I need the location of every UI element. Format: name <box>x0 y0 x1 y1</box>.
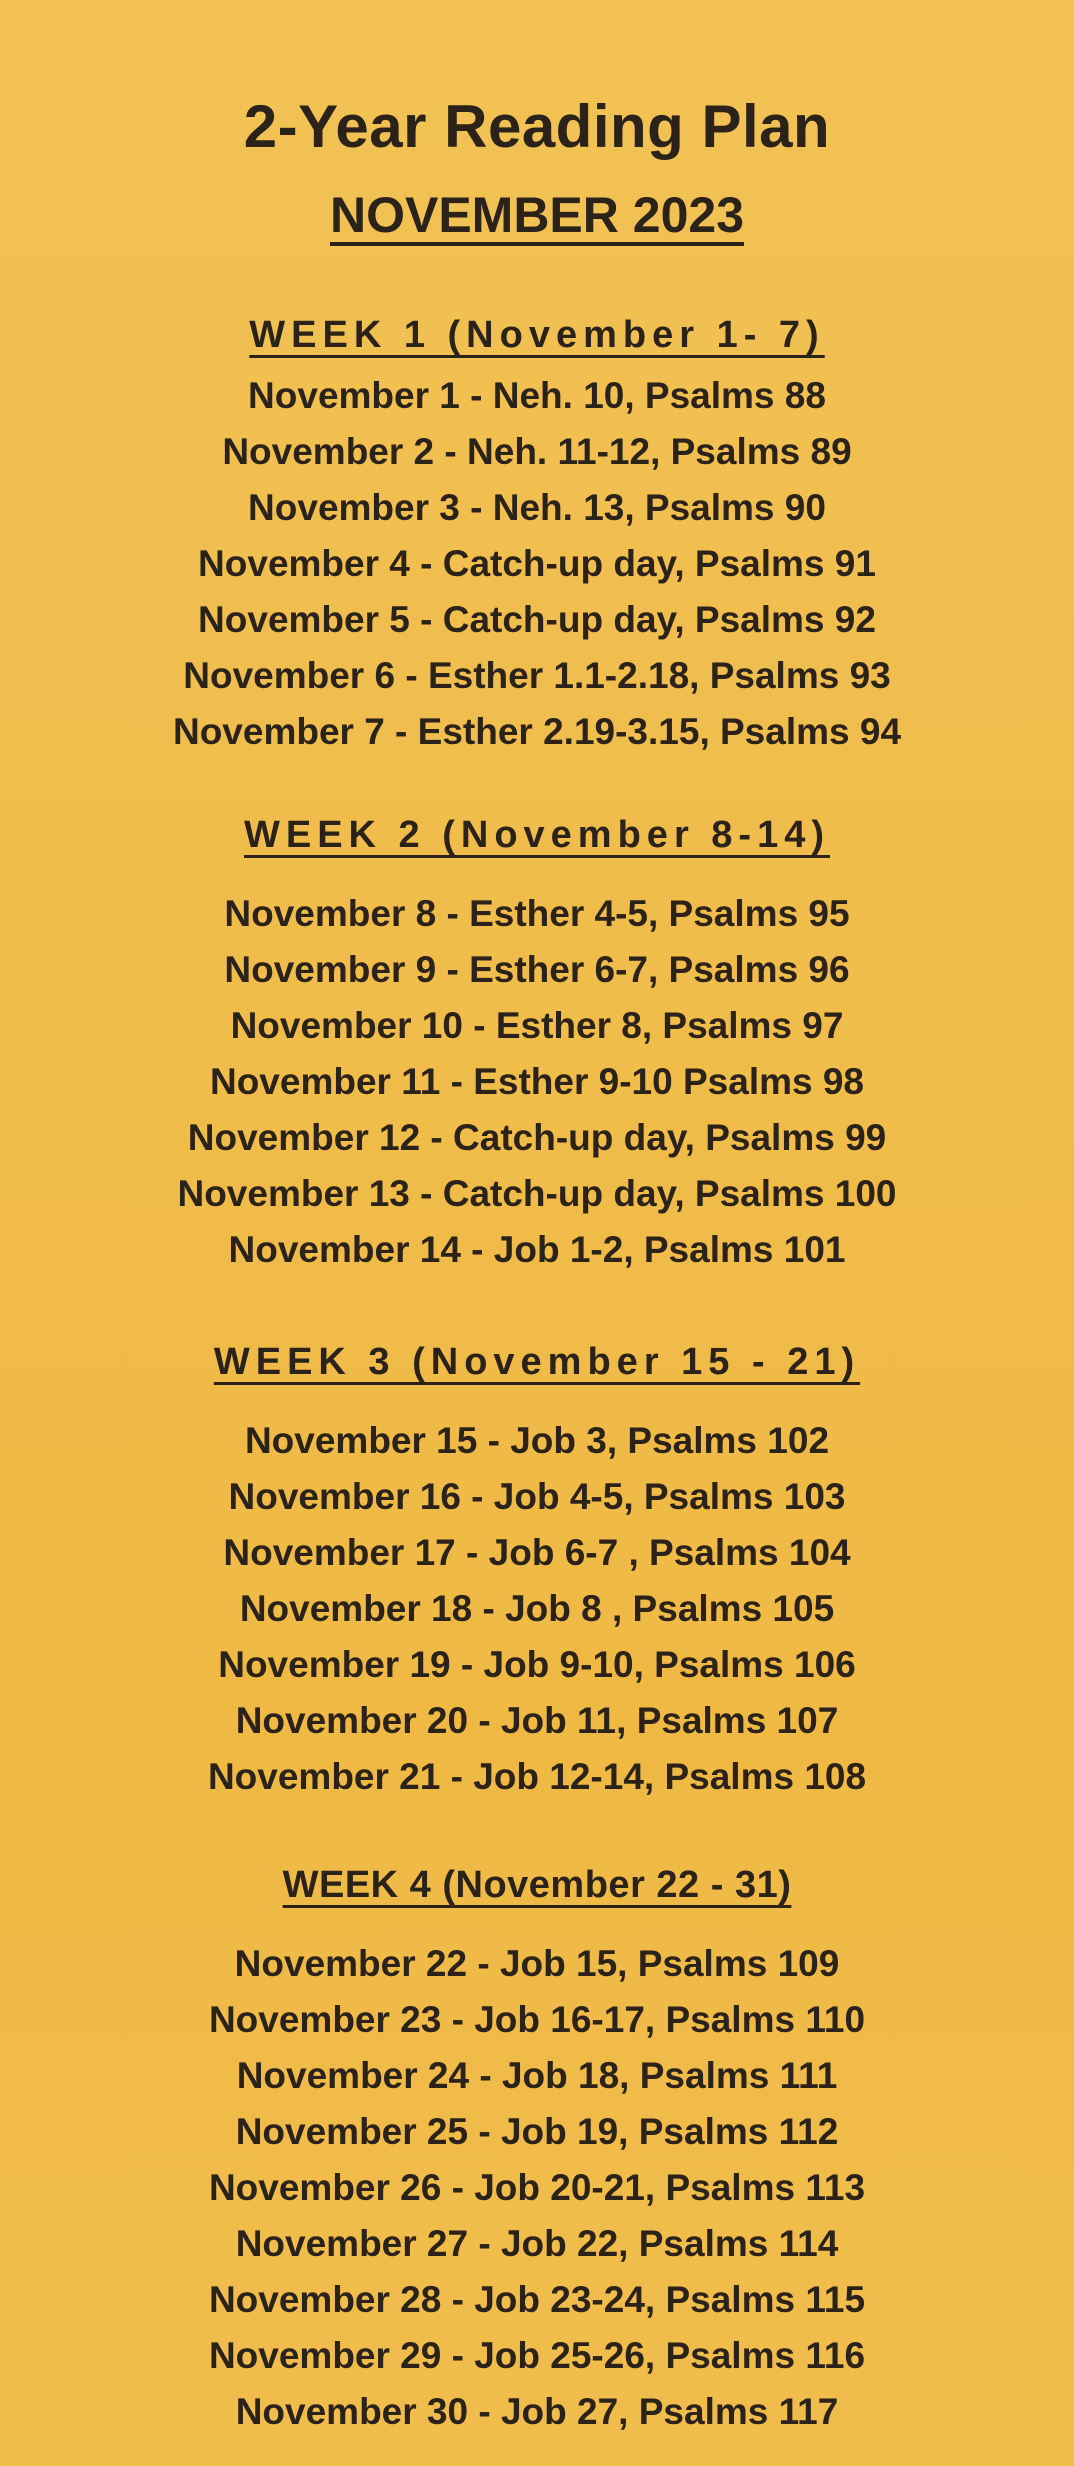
reading-item: November 9 - Esther 6-7, Psalms 96 <box>224 949 850 990</box>
reading-list <box>0 886 1074 1278</box>
reading-item: November 4 - Catch-up day, Psalms 91 <box>198 543 876 584</box>
reading-item: November 14 - Job 1-2, Psalms 101 <box>228 1229 846 1270</box>
reading-item: November 3 - Neh. 13, Psalms 90 <box>248 487 826 528</box>
reading-item: November 8 - Esther 4-5, Psalms 95 <box>224 893 850 934</box>
week-2-section <box>0 806 1074 1278</box>
reading-item: November 12 - Catch-up day, Psalms 99 <box>187 1117 887 1158</box>
reading-item: November 19 - Job 9-10, Psalms 106 <box>218 1644 856 1685</box>
reading-item: November 7 - Esther 2.19-3.15, Psalms 94 <box>172 711 902 752</box>
week-4-section <box>0 1856 1074 2440</box>
week-heading: WEEK 3 (November 15 - 21) <box>213 1341 861 1383</box>
reading-item: November 29 - Job 25-26, Psalms 116 <box>208 2335 866 2376</box>
week-heading: WEEK 2 (November 8-14) <box>243 814 830 856</box>
reading-item: November 21 - Job 12-14, Psalms 108 <box>207 1756 867 1797</box>
reading-item: November 2 - Neh. 11-12, Psalms 89 <box>222 431 852 472</box>
page-subtitle: NOVEMBER 2023 <box>329 187 745 243</box>
reading-item: November 30 - Job 27, Psalms 117 <box>235 2391 839 2432</box>
reading-item: November 18 - Job 8 , Psalms 105 <box>239 1588 835 1629</box>
reading-item: November 24 - Job 18, Psalms 111 <box>236 2055 838 2096</box>
week-1-section <box>0 306 1074 760</box>
reading-item: November 11 - Esther 9-10 Psalms 98 <box>209 1061 865 1102</box>
reading-item: November 16 - Job 4-5, Psalms 103 <box>228 1476 846 1517</box>
week-heading: WEEK 1 (November 1- 7) <box>249 314 825 356</box>
reading-list <box>0 1936 1074 2440</box>
reading-item: November 27 - Job 22, Psalms 114 <box>235 2223 839 2264</box>
reading-item: November 6 - Esther 1.1-2.18, Psalms 93 <box>183 655 891 696</box>
reading-item: November 10 - Esther 8, Psalms 97 <box>230 1005 844 1046</box>
reading-item: November 22 - Job 15, Psalms 109 <box>234 1943 840 1984</box>
reading-item: November 1 - Neh. 10, Psalms 88 <box>248 375 826 416</box>
reading-item: November 28 - Job 23-24, Psalms 115 <box>208 2279 866 2320</box>
reading-item: November 20 - Job 11, Psalms 107 <box>235 1700 839 1741</box>
week-heading: WEEK 4 (November 22 - 31) <box>282 1864 792 1906</box>
reading-item: November 13 - Catch-up day, Psalms 100 <box>177 1173 897 1214</box>
week-3-section <box>0 1333 1074 1805</box>
reading-list <box>0 1413 1074 1805</box>
reading-list <box>0 368 1074 760</box>
reading-item: November 23 - Job 16-17, Psalms 110 <box>208 1999 866 2040</box>
reading-item: November 5 - Catch-up day, Psalms 92 <box>198 599 876 640</box>
reading-item: November 15 - Job 3, Psalms 102 <box>244 1420 830 1461</box>
reading-item: November 17 - Job 6-7 , Psalms 104 <box>223 1532 851 1573</box>
page-title: 2-Year Reading Plan <box>243 93 831 160</box>
reading-item: November 26 - Job 20-21, Psalms 113 <box>208 2167 866 2208</box>
reading-item: November 25 - Job 19, Psalms 112 <box>235 2111 839 2152</box>
